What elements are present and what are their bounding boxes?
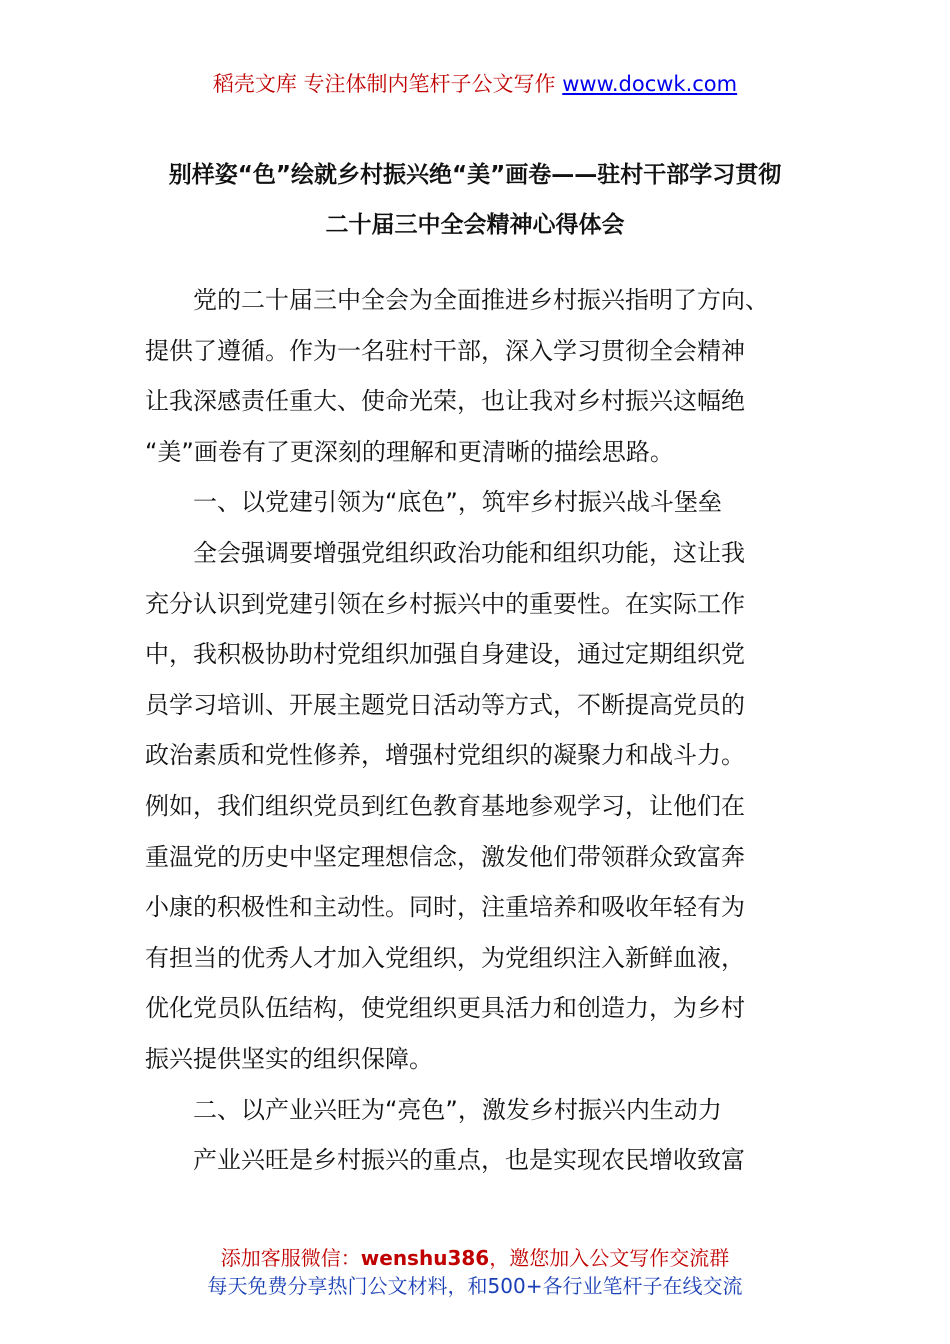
body-line: 二、以产业兴旺为“亮色”，激发乡村振兴内生动力 — [193, 1095, 722, 1124]
body-line: “美”画卷有了更深刻的理解和更清晰的描绘思路。 — [145, 437, 674, 466]
body-line: 一、以党建引领为“底色”，筑牢乡村振兴战斗堡垒 — [193, 488, 722, 517]
body-line: 产业兴旺是乡村振兴的重点，也是实现农民增收致富 — [193, 1146, 745, 1175]
body-line: 中，我积极协助村党组织加强自身建设，通过定期组织党 — [145, 640, 745, 669]
page-footer — [0, 1244, 950, 1300]
body-line: 让我深感责任重大、使命光荣，也让我对乡村振兴这幅绝 — [145, 387, 745, 416]
footer-prefix: 添加客服微信： — [220, 1246, 361, 1270]
document-title — [145, 150, 805, 250]
footer-wechat-line — [0, 1244, 950, 1272]
document-body — [145, 275, 810, 1186]
body-line: 全会强调要增强党组织政治功能和组织功能，这让我 — [193, 538, 745, 567]
body-line: 优化党员队伍结构，使党组织更具活力和创造力，为乡村 — [145, 994, 745, 1023]
title-line-1: 别样姿“色”绘就乡村振兴绝“美”画卷——驻村干部学习贯彻 — [168, 162, 782, 188]
footer-share-line: 每天免费分享热门公文材料，和500+各行业笔杆子在线交流 — [207, 1274, 743, 1298]
body-line: 政治素质和党性修养，增强村党组织的凝聚力和战斗力。 — [145, 741, 745, 770]
site-link[interactable]: www.docwk.com — [562, 72, 738, 96]
body-line: 小康的积极性和主动性。同时，注重培养和吸收年轻有为 — [145, 893, 745, 922]
footer-suffix: ，邀您加入公文写作交流群 — [489, 1246, 730, 1270]
body-line: 员学习培训、开展主题党日活动等方式，不断提高党员的 — [145, 690, 745, 719]
brand-text: 稻壳文库 专注体制内笔杆子公文写作 — [212, 72, 556, 96]
page-header — [0, 70, 950, 98]
body-line: 提供了遵循。作为一名驻村干部，深入学习贯彻全会精神 — [145, 336, 745, 365]
body-line: 党的二十届三中全会为全面推进乡村振兴指明了方向、 — [193, 286, 769, 314]
wechat-id: wenshu386 — [360, 1246, 490, 1270]
body-line: 重温党的历史中坚定理想信念，激发他们带领群众致富奔 — [145, 842, 745, 871]
body-line: 例如，我们组织党员到红色教育基地参观学习，让他们在 — [145, 791, 745, 820]
body-line: 有担当的优秀人才加入党组织，为党组织注入新鲜血液， — [145, 943, 745, 972]
body-line: 充分认识到党建引领在乡村振兴中的重要性。在实际工作 — [145, 589, 745, 618]
title-line-2: 二十届三中全会精神心得体会 — [325, 212, 625, 238]
body-line: 振兴提供坚实的组织保障。 — [145, 1044, 433, 1073]
